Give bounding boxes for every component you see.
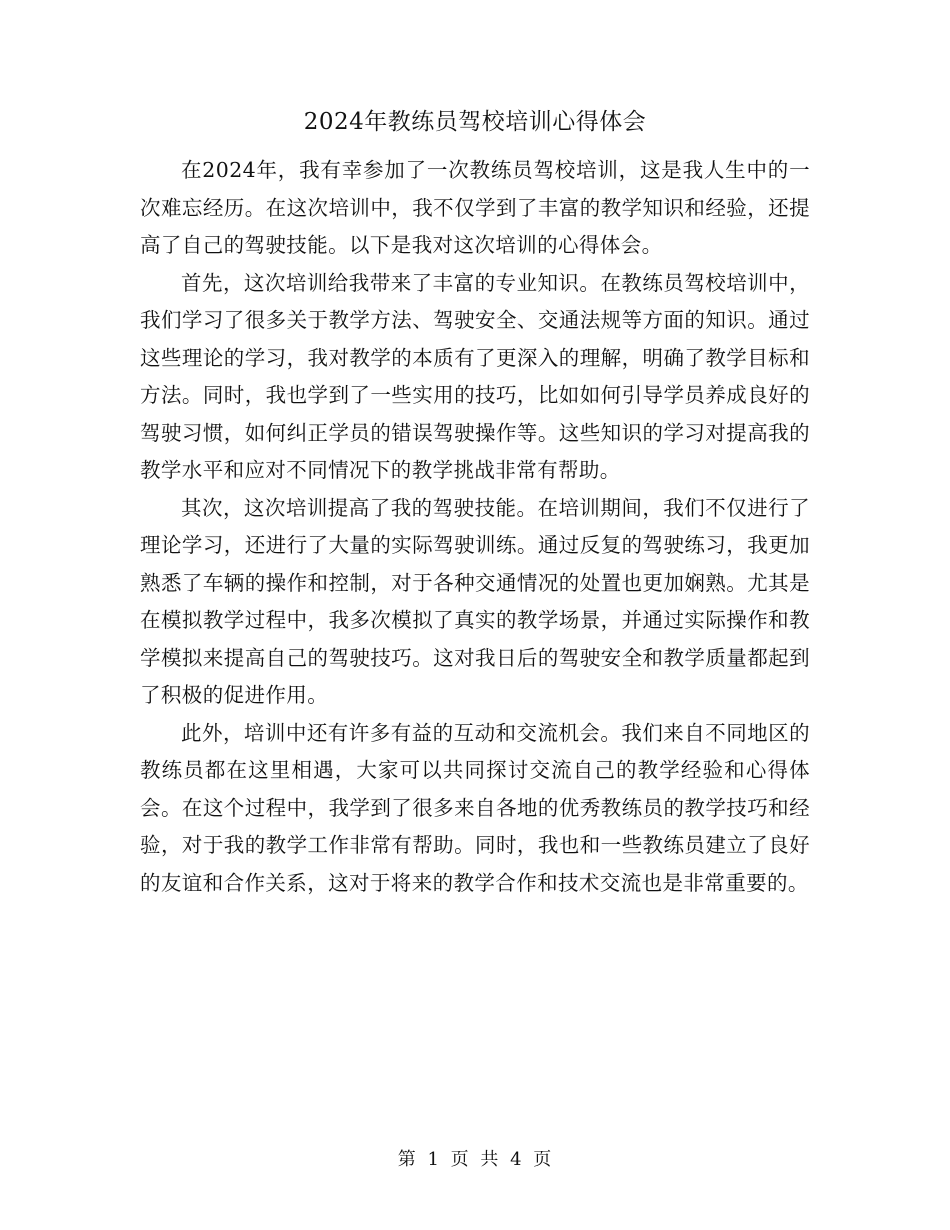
document-title: 2024年教练员驾校培训心得体会 — [303, 109, 647, 135]
paragraph-intro: 在2024年，我有幸参加了一次教练员驾校培训，这是我人生中的一次难忘经历。在这次培训中，我不仅学到了丰富的教学知识和经验，还提高了自己的驾驶技能。以下是我对这次培训的心得体会。 — [140, 158, 810, 257]
page-footer: 第 1 页 共 4 页 — [397, 1149, 553, 1170]
paragraph-knowledge: 首先，这次培训给我带来了丰富的专业知识。在教练员驾校培训中，我们学习了很多关于教学方法、驾驶安全、交通法规等方面的知识。通过这些理论的学习，我对教学的本质有了更深入的理解，明确了教学目标和方法。同时，我也学到了一些实用的技巧，比如如何引导学员养成良好的驾驶习惯，如何纠正学员的错误驾驶操作等。这些知识的学习对提高我的教学水平和应对不同情况下的教学挑战非常有帮助。 — [140, 270, 810, 482]
paragraph-driving-skills: 其次，这次培训提高了我的驾驶技能。在培训期间，我们不仅进行了理论学习，还进行了大量的实际驾驶训练。通过反复的驾驶练习，我更加熟悉了车辆的操作和控制，对于各种交通情况的处置也更加娴熟。尤其是在模拟教学过程中，我多次模拟了真实的教学场景，并通过实际操作和教学模拟来提高自己的驾驶技巧。这对我日后的驾驶安全和教学质量都起到了积极的促进作用。 — [140, 495, 810, 707]
document-body — [140, 152, 810, 902]
paragraph-exchange: 此外，培训中还有许多有益的互动和交流机会。我们来自不同地区的教练员都在这里相遇，大家可以共同探讨交流自己的教学经验和心得体会。在这个过程中，我学到了很多来自各地的优秀教练员的教学技巧和经验，对于我的教学工作非常有帮助。同时，我也和一些教练员建立了良好的友谊和合作关系，这对于将来的教学合作和技术交流也是非常重要的。 — [140, 720, 810, 895]
